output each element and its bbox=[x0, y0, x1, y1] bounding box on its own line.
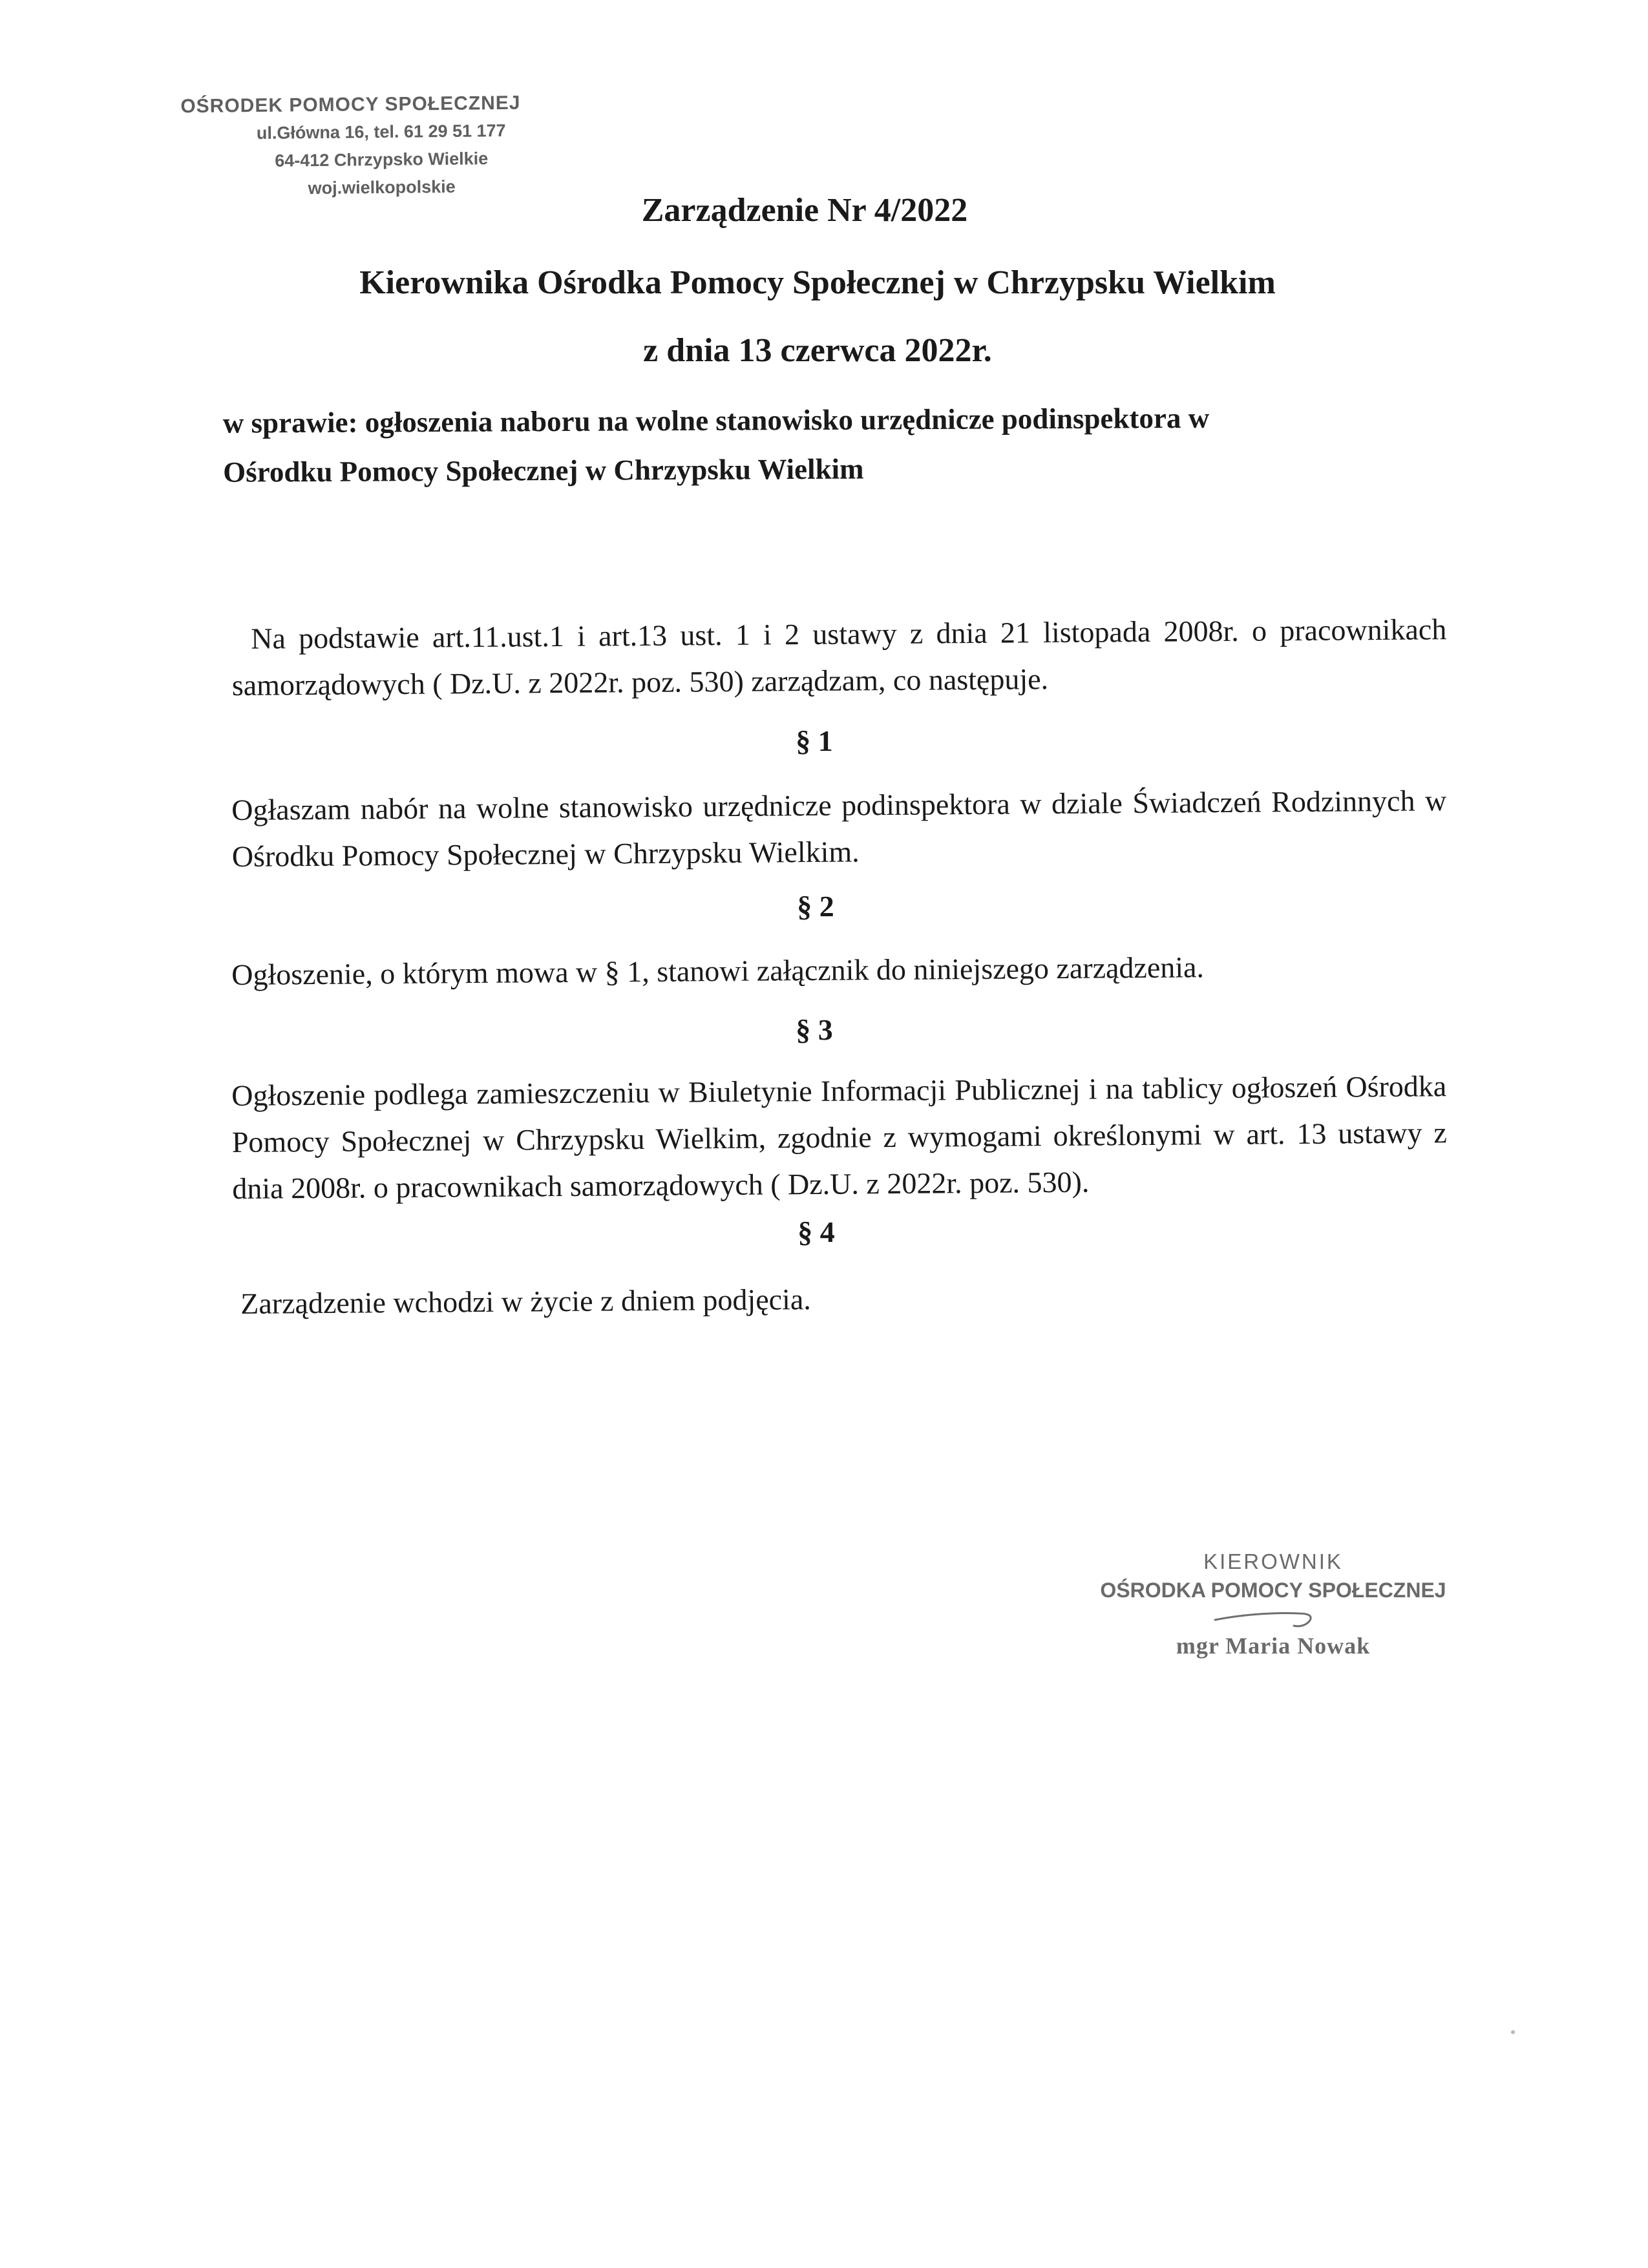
document-date: z dnia 13 czerwca 2022r. bbox=[643, 332, 992, 369]
paragraph-mark-1: § 1 bbox=[796, 724, 833, 757]
scan-speck bbox=[1511, 2030, 1515, 2034]
signature-stamp bbox=[1073, 1548, 1474, 1660]
handwritten-signature bbox=[1202, 1606, 1344, 1632]
paragraph-mark-3: § 3 bbox=[796, 1013, 833, 1046]
letterhead-address: ul.Główna 16, tel. 61 29 51 177 bbox=[256, 120, 506, 143]
document-issuer: Kierownika Ośrodka Pomocy Społecznej w Chrzypsku Wielkim bbox=[359, 264, 1276, 301]
signature-role: KIEROWNIK bbox=[1203, 1549, 1343, 1573]
preamble-text bbox=[231, 606, 1447, 709]
paragraph-text-4: Zarządzenie wchodzi w życie z dniem podjęcia. bbox=[240, 1283, 811, 1320]
signature-person: mgr Maria Nowak bbox=[1176, 1633, 1371, 1659]
letterhead-region: woj.wielkopolskie bbox=[308, 176, 456, 198]
preamble-content: Na podstawie art.11.ust.1 i art.13 ust. 1 i 2 ustawy z dnia 21 listopada 2008r. o pracownikach samorządowych ( Dz.U. z 2022r. poz. 530) zarządzam, co następuje. bbox=[231, 613, 1447, 702]
paragraph-mark-4: § 4 bbox=[798, 1215, 835, 1248]
paragraph-text-1: Ogłaszam nabór na wolne stanowisko urzędnicze podinspektora w dziale Świadczeń Rodzinnych w Ośrodku Pomocy Społecznej w Chrzypsku Wielkim. bbox=[231, 784, 1447, 873]
paragraph-text-2: Ogłoszenie, o którym mowa w § 1, stanowi załącznik do niniejszego zarządzenia. bbox=[231, 950, 1205, 991]
subject-line-2: Ośrodku Pomocy Społecznej w Chrzypsku Wielkim bbox=[223, 452, 864, 488]
subject-line-1: w sprawie: ogłoszenia naboru na wolne stanowisko urzędnicze podinspektora w bbox=[222, 401, 1210, 439]
document-title: Zarządzenie Nr 4/2022 bbox=[641, 192, 968, 229]
paragraph-text-3: Ogłoszenie podlega zamieszczeniu w Biuletynie Informacji Publicznej i na tablicy ogłoszeń Ośrodka Pomocy Społecznej w Chrzypsku Wielkim, zgodnie z wymogami określonymi w art. 13 ustawy z dnia 2008r. o pracownikach samorządowych ( Dz.U. z 2022r. poz. 530). bbox=[231, 1069, 1447, 1205]
letterhead-stamp bbox=[180, 89, 582, 204]
letterhead-postal: 64-412 Chrzypsko Wielkie bbox=[275, 149, 489, 171]
signature-unit: OŚRODKA POMOCY SPOŁECZNEJ bbox=[1100, 1579, 1446, 1602]
paragraph-mark-2: § 2 bbox=[797, 890, 834, 923]
letterhead-name: OŚRODEK POMOCY SPOŁECZNEJ bbox=[180, 92, 521, 118]
document-subject bbox=[223, 392, 1387, 496]
